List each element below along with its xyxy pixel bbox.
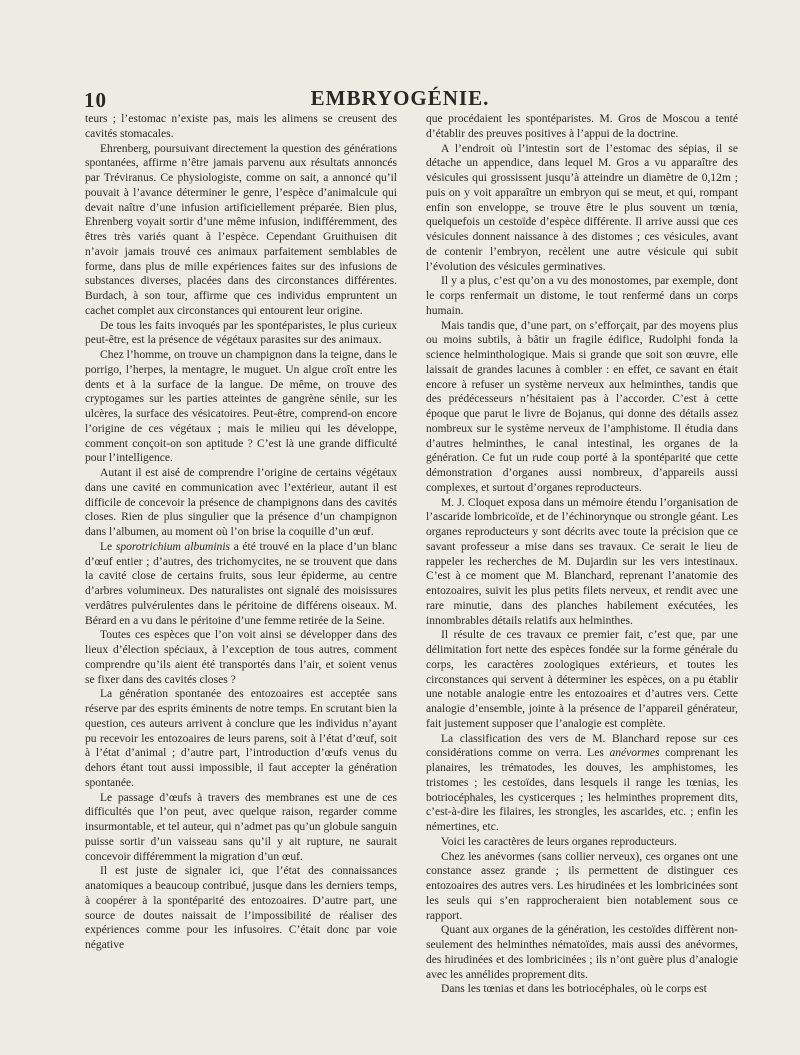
running-title: EMBRYOGÉNIE. <box>310 86 490 110</box>
paragraph-text: Il est juste de signaler ici, que l’état des connaissances anatomiques a beaucoup contribué, jusque dans les derniers temps, à coopérer à la spontéparité des entozoaires. D’autre part, une source de doutes naissait de l’impossibilité de réaliser des expériences comme pour les infusoires. C’était donc par voie négative <box>85 865 397 951</box>
paragraph <box>85 348 397 466</box>
paragraph <box>85 540 397 629</box>
paragraph <box>426 732 738 835</box>
paragraph-text: M. J. Cloquet exposa dans un mémoire étendu l’organisation de l’ascaride lombricoïde, et de l’échinorynque ou strongle géant. Les organes reproducteurs y sont décrits avec toute la précision que ce savant professeur a mise dans ses travaux. Ce serait le lieu de rappeler les recherches de M. Dujardin sur les vers intestinaux. C’est à ce moment que M. Blanchard, reprenant l’anatomie des entozoaires, suivit les plus petits filets nerveux, et rendit avec une rare minutie, dans des planches habilement exécutées, les innombrables détails relatifs aux helminthes. <box>426 496 738 627</box>
paragraph <box>85 791 397 865</box>
paragraph <box>85 142 397 319</box>
paragraph-text: A l’endroit où l’intestin sort de l’estomac des sépias, il se détache un appendice, dans lequel M. Gros a vu apparaître des vésicules qui grossissent jusqu’à atteindre un diamètre de 0,12m ; puis on y voit apparaître un embryon qui se meut, et qui, rompant enfin son enveloppe, se trouve être le plus souvent un tœnia, quelquefois un cestoïde d’espèce différente. Il arrive aussi que ces vésicules donnent naissance à des distomes ; ces vésicules, avant de contenir l’embryon, recèlent une autre vésicule qui subit l’évolution des vésicules germinatives. <box>426 142 738 273</box>
paragraph <box>426 142 738 275</box>
paragraph <box>85 687 397 790</box>
paragraph <box>85 112 397 142</box>
paragraph-text: Quant aux organes de la génération, les cestoïdes diffèrent non-seulement des helminthes nématoïdes, mais aussi des anévormes, des hirudinées et des lombricinées ; ils n’ont guère plus d’analogie avec les annélides proprement dits. <box>426 924 738 981</box>
paragraph-text: teurs ; l’estomac n’existe pas, mais les alimens se creusent des cavités stomacales. <box>85 113 397 140</box>
right-column <box>426 112 738 997</box>
paragraph-text: Le passage d’œufs à travers des membranes est une de ces difficultés que l’on peut, avec quelque raison, regarder comme insurmontable, et tel auteur, qui n’admet pas qu’un globule sanguin puisse sortir d’un vaisseau sans qu’il y ait rupture, ne saurait concevoir différemment la migration d’un œuf. <box>85 791 397 863</box>
paragraph <box>426 982 738 997</box>
paragraph-lead: La classification des vers de M. Blanchard repose sur ces considérations comme on verra. Les <box>426 732 738 760</box>
paragraph-lead: Le <box>100 540 116 553</box>
paragraph <box>426 319 738 496</box>
paragraph <box>85 319 397 349</box>
left-column <box>85 112 397 953</box>
paragraph-text: que procédaient les spontéparistes. M. Gros de Moscou a tenté d’établir des preuves positives à l’appui de la doctrine. <box>426 113 738 140</box>
italic-term: sporotrichium albuminis <box>115 540 231 553</box>
paragraph-text: Dans les tœnias et dans les botriocéphales, où le corps est <box>441 983 707 996</box>
paragraph <box>426 496 738 629</box>
paragraph-text: Autant il est aisé de comprendre l’origine de certains végétaux dans une cavité en communication avec l’extérieur, autant il est difficile de concevoir la présence de champignons dans des cavités closes. Rien de plus singulier que la présence d’un champignon dans l’albumen, au moment où l’on brise la coquille d’un œuf. <box>85 467 397 538</box>
page-number: 10 <box>84 88 107 112</box>
paragraph <box>85 864 397 953</box>
paragraph <box>426 628 738 731</box>
paragraph <box>426 835 738 850</box>
paragraph-text: Il résulte de ces travaux ce premier fait, c’est que, par une délimitation fort nette des espèces fondée sur la forme générale du corps, les caractères zoologiques extérieurs, et toutes les circonstances qui servent à déterminer les espèces, on a pu établir une notable analogie entre les entozoaires et d’autres vers. Cette analogie d’ensemble, jointe à la présence de l’appareil générateur, fait justement supposer que l’analogie est complète. <box>426 629 738 730</box>
italic-term: anévormes <box>609 747 660 760</box>
paragraph <box>426 112 738 142</box>
paragraph <box>85 628 397 687</box>
paragraph-text: a été trouvé en la place d’un blanc d’œuf entier ; d’autres, des trichomycites, ne se trouvent que dans la cavité close de certains fruits, sous leur épiderme, au centre d’arbres volumineux. Des naturalistes ont signalé des moisissures verdâtres pulvérulentes dans le péritoine de différens oiseaux. M. Bérard en a vu dans le péritoine d’une femme retirée de la Seine. <box>85 540 397 627</box>
paragraph-text: De tous les faits invoqués par les spontéparistes, le plus curieux peut-être, est la présence de végétaux parasites sur des animaux. <box>85 319 397 347</box>
paragraph <box>426 274 738 318</box>
paragraph-text: Mais tandis que, d’une part, on s’efforçait, par des moyens plus ou moins subtils, à bâtir un fragile édifice, Rudolphi fonda la science helminthologique. Mais si grande que soit son œuvre, elle laissait de grandes lacunes à combler : en effet, ce savant en était encore à refuser un système nerveux aux helminthes, tandis que des prédécesseurs n’hésitaient pas à l’accorder. C’est à cette époque que parut le livre de Bojanus, qui donne des détails assez nombreux sur le système nerveux de l’amphistome. Il étudia dans d’autres helminthes, le canal intestinal, les organes de la génération. Ce fut un rude coup porté à la spontéparité que cette démonstration d’organes aussi nombreux, d’appareils aussi complexes, et surtout d’organes reproducteurs. <box>426 319 738 494</box>
paragraph-text: La génération spontanée des entozoaires est acceptée sans réserve par des esprits éminents de notre temps. En scrutant bien la question, ces auteurs arrivent à conclure que les individus n’ayant pu recevoir les entozoaires de leurs parens, soit à l’état d’œuf, soit à l’état d’animal ; d’autre part, l’introduction d’œufs venus du dehors étant tout aussi impossible, il faut accepter la génération spontanée. <box>85 688 397 789</box>
paragraph <box>426 850 738 924</box>
paragraph-text: Chez les anévormes (sans collier nerveux), ces organes ont une constance assez grande ; ils permettent de distinguer ces entozoaires des autres vers. Les hirudinées et les lombricinées sont les seuls qui s’en rapprocheraient bien notablement sous ce rapport. <box>426 850 738 922</box>
paragraph-text: Ehrenberg, poursuivant directement la question des générations spontanées, affirme n’être jamais parvenu aux résultats annoncés par Tréviranus. Ce physiologiste, comme on sait, a annoncé qu’il pouvait à l’avance déterminer le genre, l’espèce d’animalcule qui devait naître d’une infusion artificiellement préparée. Bien plus, Ehrenberg voyait sortir d’une même infusion, indifféremment, des êtres très variés quant à l’espèce. Cependant Gruithuisen dit n’avoir jamais trouvé ces animaux parfaitement semblables de forme, dans plus de mille expériences faites sur des infusions de substances diverses, placées dans des circonstances différentes. Burdach, à son tour, affirme que ces individus empruntent un cachet complet aux circonstances qui entourent leur origine. <box>85 142 397 317</box>
paragraph-text: Il y a plus, c’est qu’on a vu des monostomes, par exemple, dont le corps renfermait un distome, le tout renfermé dans un corps humain. <box>426 275 738 317</box>
page-header <box>0 78 800 112</box>
paragraph-text: Voici les caractères de leurs organes reproducteurs. <box>441 835 677 848</box>
paragraph-text: Toutes ces espèces que l’on voit ainsi se développer dans des lieux d’élection spéciaux, à l’exception de tous autres, comment comprendre qu’ils aient été transportés dans l’air, et soient venus se fixer dans des cavités closes ? <box>85 629 397 686</box>
paragraph-text: Chez l’homme, on trouve un champignon dans la teigne, dans le porrigo, l’herpes, la mentagre, le muguet. Un algue croît entre les dents et à la surface de la langue. De même, on trouve des cryptogames sur les parties atteintes de gangrène sénile, sur les ulcères, la surface des vésicatoires. Peut-être, comprend-on encore l’origine de ces végétaux ; mais le milieu qui les développe, comment conçoit-on son aptitude ? C’est là une grande difficulté pour l’intelligence. <box>85 349 397 465</box>
paragraph <box>85 466 397 540</box>
paragraph-text: comprenant les planaires, les trématodes, les douves, les amphistomes, les tristomes ; les cestoïdes, dans lesquels il range les tœnias, les botriocéphales, les cysticerques ; les helminthes proprement dits, c’est-à-dire les filaires, les strongles, les ascarides, etc. ; enfin les némertines, etc. <box>426 747 738 833</box>
paragraph <box>426 923 738 982</box>
